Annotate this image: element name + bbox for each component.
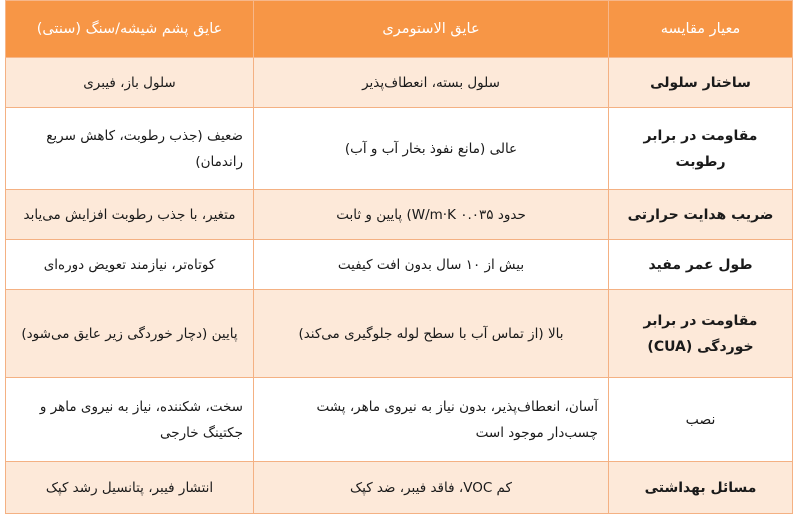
fiberglass-cell: انتشار فیبر، پتانسیل رشد کپک bbox=[6, 462, 254, 514]
table-row bbox=[6, 378, 793, 462]
elastomeric-cell: حدود ۰.۰۳۵ W/m·K) پایین و ثابت bbox=[254, 190, 609, 240]
comparison-table bbox=[5, 0, 793, 514]
table-row bbox=[6, 240, 793, 290]
header-fiberglass: عایق پشم شیشه/سنگ (سنتی) bbox=[6, 1, 254, 58]
criteria-cell: مقاومت در برابر رطوبت bbox=[609, 108, 793, 190]
header-criteria: معیار مقایسه bbox=[609, 1, 793, 58]
elastomeric-cell: بیش از ۱۰ سال بدون افت کیفیت bbox=[254, 240, 609, 290]
table-row bbox=[6, 290, 793, 378]
criteria-cell: نصب bbox=[609, 378, 793, 462]
fiberglass-cell: متغیر، با جذب رطوبت افزایش می‌یابد bbox=[6, 190, 254, 240]
table-row bbox=[6, 462, 793, 514]
criteria-cell: ساختار سلولی bbox=[609, 58, 793, 108]
table-row bbox=[6, 108, 793, 190]
fiberglass-cell: سلول باز، فیبری bbox=[6, 58, 254, 108]
elastomeric-cell: کم VOC، فاقد فیبر، ضد کپک bbox=[254, 462, 609, 514]
table-row bbox=[6, 190, 793, 240]
elastomeric-cell: بالا (از تماس آب با سطح لوله جلوگیری می‌کند) bbox=[254, 290, 609, 378]
elastomeric-cell: عالی (مانع نفوذ بخار آب و آب) bbox=[254, 108, 609, 190]
elastomeric-cell: آسان، انعطاف‌پذیر، بدون نیاز به نیروی ماهر، پشت چسب‌دار موجود است bbox=[254, 378, 609, 462]
header-row bbox=[6, 1, 793, 58]
header-elastomeric: عایق الاستومری bbox=[254, 1, 609, 58]
criteria-cell: مقاومت در برابر خوردگی (CUA) bbox=[609, 290, 793, 378]
criteria-cell: مسائل بهداشتی bbox=[609, 462, 793, 514]
fiberglass-cell: پایین (دچار خوردگی زیر عایق می‌شود) bbox=[6, 290, 254, 378]
fiberglass-cell: ضعیف (جذب رطوبت، کاهش سریع راندمان) bbox=[6, 108, 254, 190]
criteria-cell: ضریب هدایت حرارتی bbox=[609, 190, 793, 240]
fiberglass-cell: کوتاه‌تر، نیازمند تعویض دوره‌ای bbox=[6, 240, 254, 290]
criteria-cell: طول عمر مفید bbox=[609, 240, 793, 290]
elastomeric-cell: سلول بسته، انعطاف‌پذیر bbox=[254, 58, 609, 108]
table-row bbox=[6, 58, 793, 108]
fiberglass-cell: سخت، شکننده، نیاز به نیروی ماهر و جکتینگ خارجی bbox=[6, 378, 254, 462]
